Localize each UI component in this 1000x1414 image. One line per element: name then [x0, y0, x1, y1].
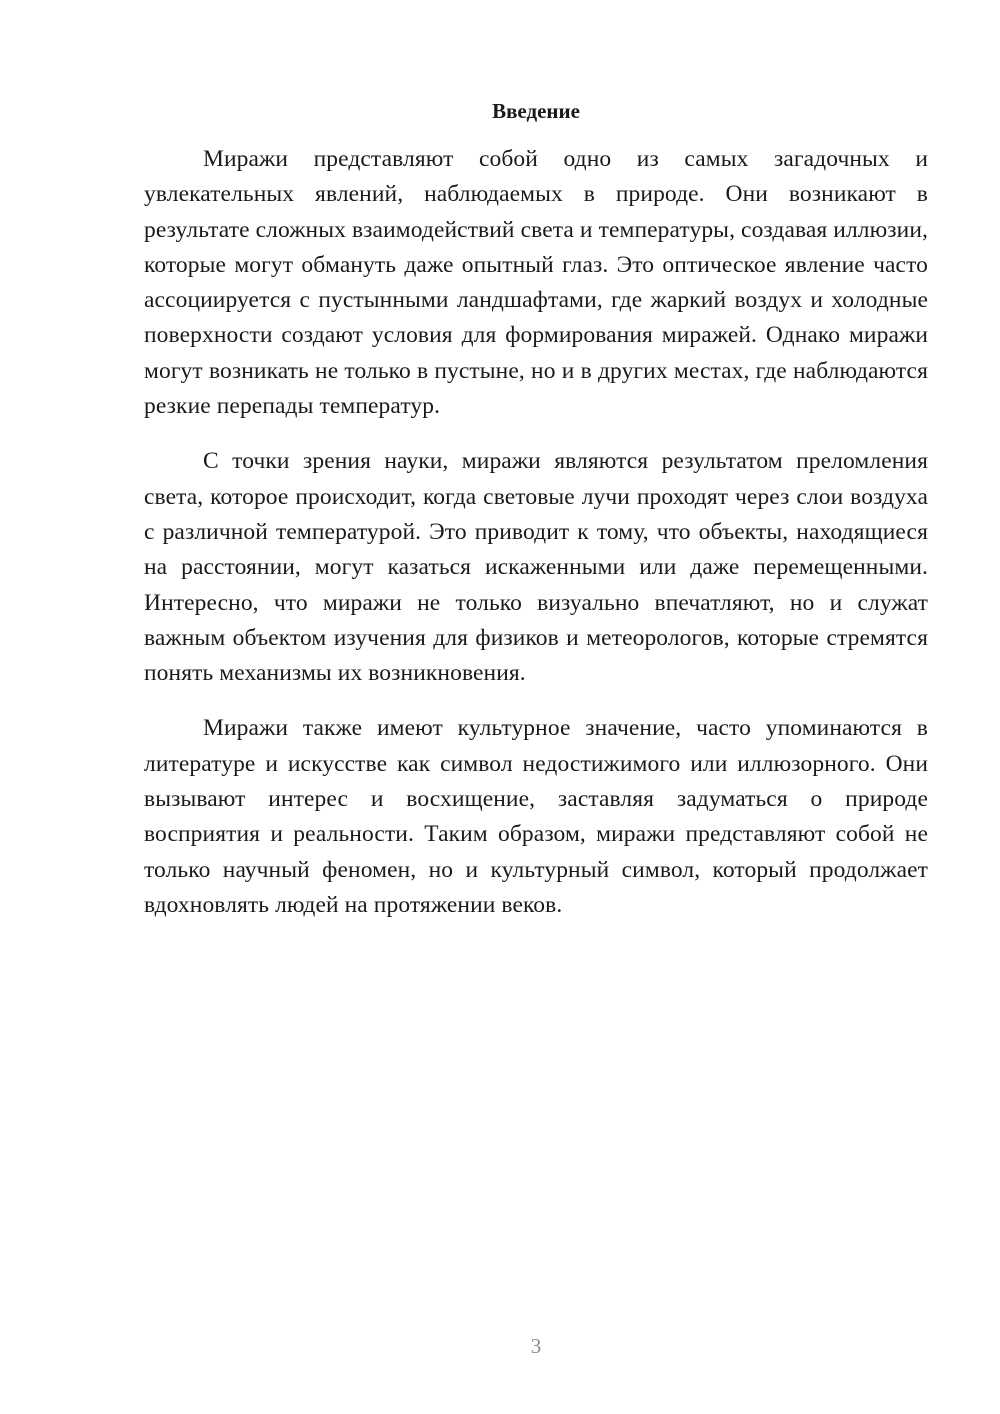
paragraph-3: Миражи также имеют культурное значение, часто упоминаются в литературе и искусстве как символ недостижимого или иллюзорного. Они вызывают интерес и восхищение, заставляя задуматься о природе восприятия и реальности. Таким образом, миражи представляют собой не только научный феномен, но и культурный символ, который продолжает вдохновлять людей на протяжении веков.: [144, 715, 928, 918]
section-heading: Введение: [492, 99, 580, 123]
page-number: 3: [530, 1334, 542, 1358]
body-text: [144, 142, 928, 943]
paragraph-2: С точки зрения науки, миражи являются результатом преломления света, которое происходит, когда световые лучи проходят через слои воздуха с различной температурой. Это приводит к тому, что объекты, находящиеся на расстоянии, могут казаться искаженными или даже перемещенными. Интересно, что миражи не только визуально впечатляют, но и служат важным объектом изучения для физиков и метеорологов, которые стремятся понять механизмы их возникновения.: [144, 448, 928, 687]
paragraph-1: Миражи представляют собой одно из самых загадочных и увлекательных явлений, наблюдаемых в природе. Они возникают в результате сложных взаимодействий света и температуры, создавая иллюзии, которые могут обмануть даже опытный глаз. Это оптическое явление часто ассоциируется с пустынными ландшафтами, где жаркий воздух и холодные поверхности создают условия для формирования миражей. Однако миражи могут возникать не только в пустыне, но и в других местах, где наблюдаются резкие перепады температур.: [144, 146, 928, 420]
